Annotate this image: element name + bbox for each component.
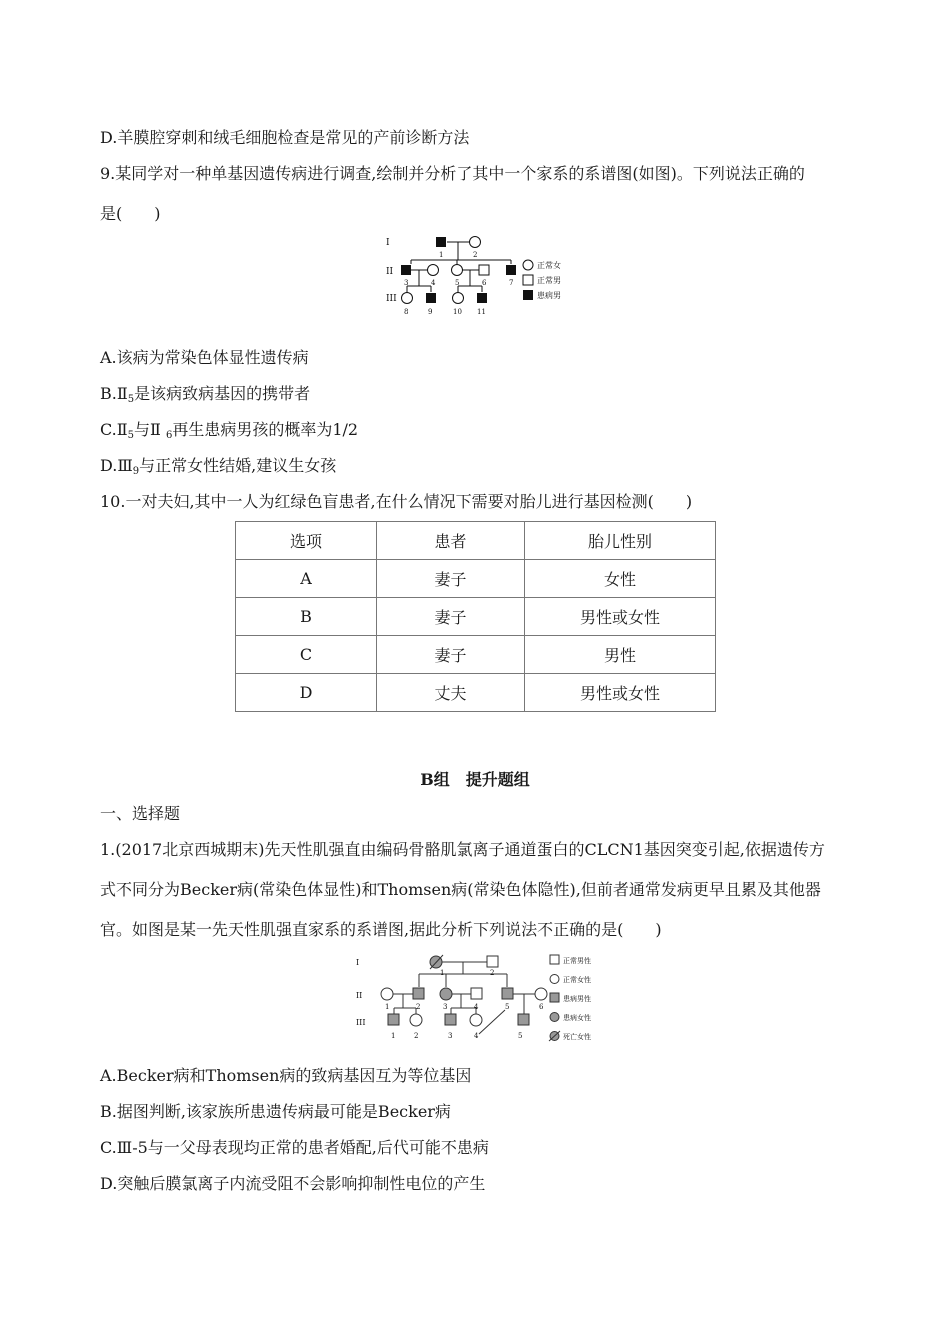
- q9-id-4: 4: [431, 279, 436, 287]
- b-q1-legend-affected-female-icon: [550, 1013, 559, 1022]
- table-header-row: [236, 522, 716, 560]
- b-q1-legend-normal-female-icon: [550, 975, 559, 984]
- b-q1-ii2-affected-male: [413, 988, 424, 999]
- q9-legend-normal-female-icon: [523, 260, 533, 270]
- table-cell: 女性: [525, 560, 716, 598]
- b-q1-id-iii4: 4: [474, 1032, 479, 1040]
- b-q1-legend-normal-male: 正常男性: [563, 957, 591, 965]
- b-q1-legend-normal-male-icon: [550, 955, 559, 964]
- table-row: [236, 560, 716, 598]
- q9-id-9: 9: [428, 308, 433, 316]
- table-cell: 妻子: [377, 560, 525, 598]
- b-q1-id-ii6: 6: [539, 1003, 544, 1011]
- table-cell: 妻子: [377, 636, 525, 674]
- table-cell: 男性或女性: [525, 674, 716, 712]
- q9-stem-line1: 9.某同学对一种单基因遗传病进行调查,绘制并分析了其中一个家系的系谱图(如图)。下列说法正确的: [100, 164, 805, 183]
- b-q1-id-iii2: 2: [414, 1032, 419, 1040]
- q9-gen-label-2: II: [386, 267, 394, 277]
- b-q1-ii6-normal-female: [535, 988, 547, 1000]
- table-cell: A: [236, 560, 377, 598]
- b-q1-id-ii1: 1: [385, 1003, 390, 1011]
- b-q1-stem-line1: 1.(2017北京西城期末)先天性肌强直由编码骨骼肌氯离子通道蛋白的CLCN1基因突变引起,依据遗传方: [100, 840, 825, 859]
- b-q1-stem-line2: 式不同分为Becker病(常染色体显性)和Thomsen病(常染色体隐性),但前者通常发病更早且累及其他器: [100, 880, 821, 899]
- q9-ii6-normal-male: [479, 265, 489, 275]
- q9-legend-normal-male-icon: [523, 275, 533, 285]
- table-cell: 丈夫: [377, 674, 525, 712]
- q9-i1-affected-male: [436, 237, 446, 247]
- b-q1-iii1-affected-male: [388, 1014, 399, 1025]
- q9-i2-normal-female: [470, 237, 481, 248]
- b-q1-i2-normal-male: [487, 956, 498, 967]
- b-q1-legend-affected-female: 患病女性: [563, 1014, 591, 1022]
- b-q1-iii2-normal-female: [410, 1014, 422, 1026]
- q9-legend-affected-male: 患病男: [537, 291, 561, 300]
- table-row: [236, 598, 716, 636]
- q9-id-3: 3: [404, 279, 409, 287]
- q9-option-d: $D.Ⅲ_9$与正常女性结婚,建议生女孩: [100, 456, 337, 477]
- table-cell: D: [236, 674, 377, 712]
- q9-option-b: $B.Ⅱ_5$是该病致病基因的携带者: [100, 384, 311, 405]
- q9-iii10-normal-female: [453, 293, 464, 304]
- table-header-cell: 患者: [377, 522, 525, 560]
- q9-id-5: 5: [455, 279, 460, 287]
- q9-option-a: A.该病为常染色体显性遗传病: [100, 348, 309, 367]
- group-b-title: B组 提升题组: [420, 770, 530, 789]
- b-q1-id-ii4: 4: [474, 1003, 479, 1011]
- b-q1-ii5-affected-male: [502, 988, 513, 999]
- q9-id-11: 11: [477, 308, 486, 316]
- b-q1-iii3-affected-male: [445, 1014, 456, 1025]
- b-q1-gen-label-1: I: [356, 958, 360, 967]
- b-q1-id-iii1: 1: [391, 1032, 396, 1040]
- b-q1-legend-deceased-female: 死亡女性: [563, 1033, 591, 1041]
- q9-id-7: 7: [509, 279, 514, 287]
- b-q1-legend-normal-female: 正常女性: [563, 976, 591, 984]
- q9-ii3-affected-male: [401, 265, 411, 275]
- q9-id-1: 1: [439, 251, 444, 259]
- q9-gen-label-1: I: [386, 238, 390, 248]
- q9-iii8-normal-female: [402, 293, 413, 304]
- b-q1-gen-label-2: II: [356, 991, 363, 1000]
- q9-id-6: 6: [482, 279, 487, 287]
- table-row: [236, 636, 716, 674]
- b-q1-gen-label-3: III: [356, 1018, 366, 1027]
- b-q1-stem-line3: 官。如图是某一先天性肌强直家系的系谱图,据此分析下列说法不正确的是( ): [100, 920, 662, 939]
- b-q1-ii3-affected-female: [440, 988, 452, 1000]
- table-cell: C: [236, 636, 377, 674]
- table-header-cell: 胎儿性别: [525, 522, 716, 560]
- section-heading: 一、选择题: [100, 804, 181, 823]
- b-q1-id-iii5: 5: [518, 1032, 523, 1040]
- q9-option-c: $C.Ⅱ_5$与Ⅱ $_6$再生患病男孩的概率为1/2: [100, 420, 359, 441]
- q9-iii9-affected-male: [426, 293, 436, 303]
- q9-id-2: 2: [473, 251, 478, 259]
- q9-ii5-normal-female: [452, 265, 463, 276]
- b-q1-legend-affected-male-icon: [550, 993, 559, 1002]
- q9-pedigree-figure: [380, 230, 590, 320]
- q9-gen-label-3: III: [386, 294, 397, 304]
- b-q1-id-ii5: 5: [505, 1003, 510, 1011]
- b-q1-id-iii3: 3: [448, 1032, 453, 1040]
- b-q1-id-i1: 1: [440, 969, 445, 977]
- q9-stem-line2: 是( ): [100, 204, 161, 223]
- table-row: [236, 674, 716, 712]
- b-q1-ii4-normal-male: [471, 988, 482, 999]
- b-q1-option-c: C.Ⅲ-5与一父母表现均正常的患者婚配,后代可能不患病: [100, 1138, 489, 1157]
- q9-id-8: 8: [404, 308, 409, 316]
- table-cell: 妻子: [377, 598, 525, 636]
- q10-stem: 10.一对夫妇,其中一人为红绿色盲患者,在什么情况下需要对胎儿进行基因检测( ): [100, 492, 693, 511]
- b-q1-option-a: A.Becker病和Thomsen病的致病基因互为等位基因: [100, 1066, 472, 1085]
- b-q1-legend-affected-male: 患病男性: [563, 995, 591, 1003]
- b-q1-id-i2: 2: [490, 969, 495, 977]
- table-cell: B: [236, 598, 377, 636]
- b-q1-option-b: B.据图判断,该家族所患遗传病最可能是Becker病: [100, 1102, 451, 1121]
- b-q1-ii1-normal-female: [381, 988, 393, 1000]
- b-q1-id-ii3: 3: [443, 1003, 448, 1011]
- q8-option-d: D.羊膜腔穿刺和绒毛细胞检查是常见的产前诊断方法: [100, 128, 470, 147]
- b-q1-pedigree-figure: [350, 950, 600, 1045]
- q9-legend-normal-male: 正常男: [537, 276, 561, 285]
- q9-iii11-affected-male: [477, 293, 487, 303]
- q9-ii7-affected-male: [506, 265, 516, 275]
- q10-options-table: [235, 521, 716, 712]
- table-cell: 男性: [525, 636, 716, 674]
- table-cell: 男性或女性: [525, 598, 716, 636]
- q9-ii4-normal-female: [428, 265, 439, 276]
- q9-id-10: 10: [453, 308, 462, 316]
- b-q1-id-ii2: 2: [416, 1003, 421, 1011]
- b-q1-iii4-normal-female: [470, 1014, 482, 1026]
- table-header-cell: 选项: [236, 522, 377, 560]
- q9-legend-affected-male-icon: [523, 290, 533, 300]
- q9-legend-normal-female: 正常女: [537, 261, 561, 270]
- b-q1-iii5-affected-male: [518, 1014, 529, 1025]
- b-q1-option-d: D.突触后膜氯离子内流受阻不会影响抑制性电位的产生: [100, 1174, 486, 1193]
